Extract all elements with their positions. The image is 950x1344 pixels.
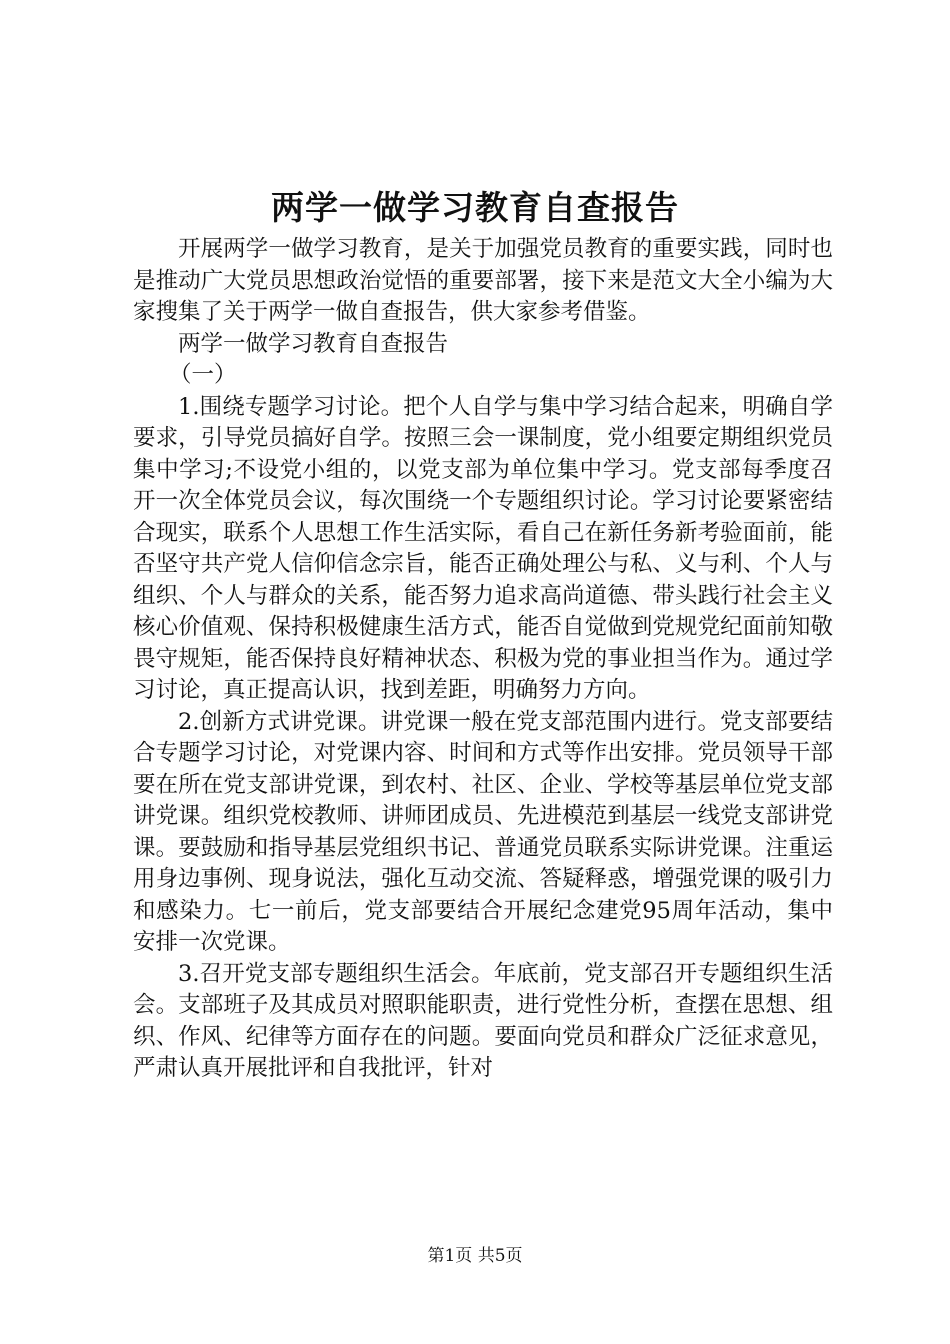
document-body: [133, 234, 833, 1085]
item-paragraph-3: 3.召开党支部专题组织生活会。年底前，党支部召开专题组织生活会。支部班子及其成员对照职能职责，进行党性分析，查摆在思想、组织、作风、纪律等方面存在的问题。要面向党员和群众广泛征求意见，严肃认真开展批评和自我批评，针对: [133, 960, 833, 1081]
intro-paragraph: 开展两学一做学习教育，是关于加强党员教育的重要实践，同时也是推动广大党员思想政治觉悟的重要部署，接下来是范文大全小编为大家搜集了关于两学一做自查报告，供大家参考借鉴。: [133, 236, 833, 325]
item-paragraph-1: 1.围绕专题学习讨论。把个人自学与集中学习结合起来，明确自学要求，引导党员搞好自学。按照三会一课制度，党小组要定期组织党员集中学习;不设党小组的，以党支部为单位集中学习。党支部每季度召开一次全体党员会议，每次围绕一个专题组织讨论。学习讨论要紧密结合现实，联系个人思想工作生活实际，看自己在新任务新考验面前，能否坚守共产党人信仰信念宗旨，能否正确处理公与私、义与利、个人与组织、个人与群众的关系，能否努力追求高尚道德、带头践行社会主义核心价值观、保持积极健康生活方式，能否自觉做到党规党纪面前知敬畏守规矩，能否保持良好精神状态、积极为党的事业担当作为。通过学习讨论，真正提高认识，找到差距，明确努力方向。: [133, 393, 833, 703]
subtitle-paragraph: 两学一做学习教育自查报告: [178, 330, 449, 357]
document-title: 两学一做学习教育自查报告: [271, 188, 679, 227]
item-paragraph-2: 2.创新方式讲党课。讲党课一般在党支部范围内进行。党支部要结合专题学习讨论，对党课内容、时间和方式等作出安排。党员领导干部要在所在党支部讲党课，到农村、社区、企业、学校等基层单位党支部讲党课。组织党校教师、讲师团成员、先进模范到基层一线党支部讲党课。要鼓励和指导基层党组织书记、普通党员联系实际讲党课。注重运用身边事例、现身说法，强化互动交流、答疑释惑，增强党课的吸引力和感染力。七一前后，党支部要结合开展纪念建党95周年活动，集中安排一次党课。: [133, 708, 833, 955]
page-footer: 第1页 共5页: [427, 1246, 523, 1266]
section-number: （一）: [169, 362, 237, 388]
